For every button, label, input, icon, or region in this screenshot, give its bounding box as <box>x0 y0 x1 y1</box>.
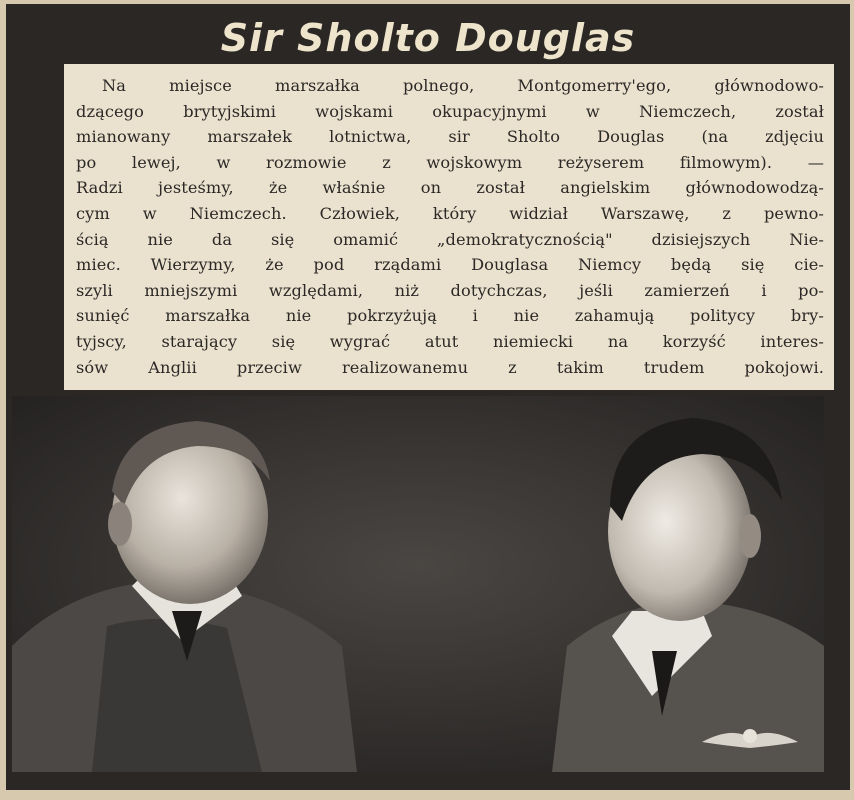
text-line: po lewej, w rozmowie z wojskowym reżyserem filmowym). — <box>76 152 824 172</box>
article-title: Sir Sholto Douglas <box>220 16 636 60</box>
text-line: tyjscy, starający się wygrać atut niemiecki na korzyść interes- <box>76 331 824 351</box>
photograph <box>12 396 824 772</box>
text-line: sów Anglii przeciw realizowanemu z takim trudem pokojowi. <box>76 357 824 377</box>
text-line: szyli mniejszymi względami, niż dotychczas, jeśli zamierzeń i po- <box>76 280 824 300</box>
text-line: dzącego brytyjskimi wojskami okupacyjnymi w Niemczech, został <box>76 101 824 121</box>
text-line: Radzi jesteśmy, że właśnie on został angielskim głównodowodzą- <box>76 178 824 198</box>
photo-border <box>828 396 850 772</box>
text-line: sunięć marszałka nie pokrzyżują i nie zahamują politycy bry- <box>76 306 824 326</box>
article-paragraph <box>76 73 824 380</box>
text-line: mianowany marszałek lotnictwa, sir Sholto Douglas (na zdjęciu <box>76 127 824 147</box>
text-line: miec. Wierzymy, że pod rządami Douglasa Niemcy będą się cie- <box>76 255 824 275</box>
text-line: Na miejsce marszałka polnego, Montgomerry'ego, głównodowo- <box>102 76 824 95</box>
text-line: ścią nie da się omamić „demokratycznością" dzisiejszych Nie- <box>76 229 824 249</box>
photo-illustration <box>12 396 824 772</box>
article-text-box <box>64 64 834 390</box>
article-frame <box>6 4 850 790</box>
text-line: cym w Niemczech. Człowiek, który widział Warszawę, z pewno- <box>76 203 824 223</box>
